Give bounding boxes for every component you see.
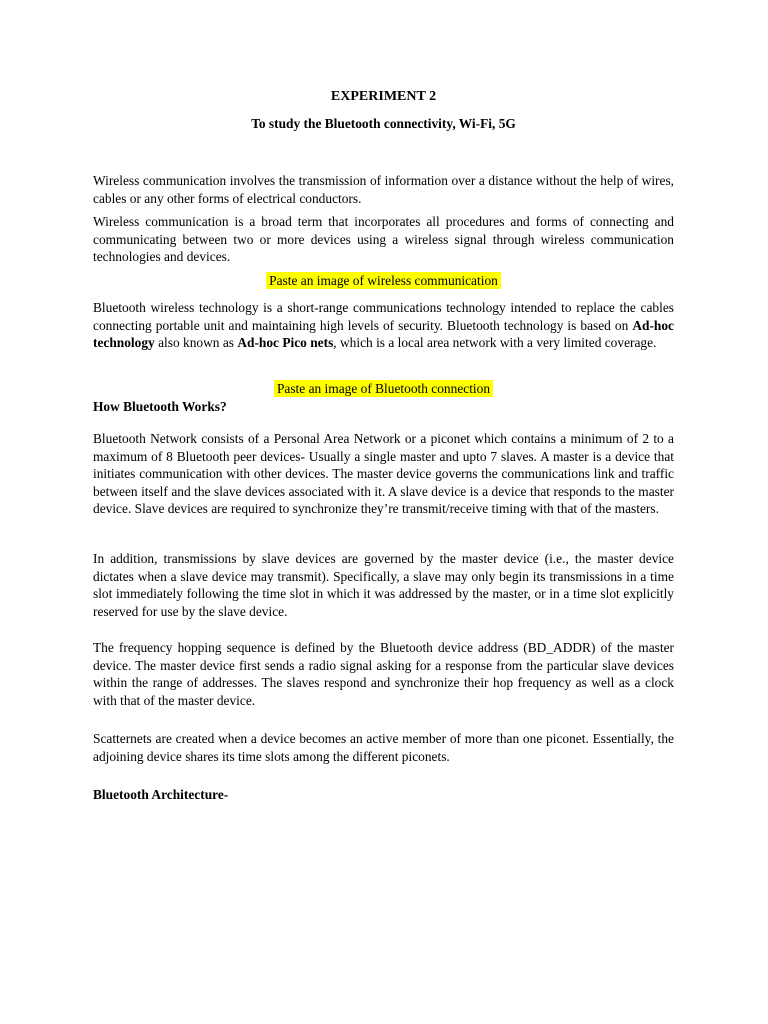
paragraph-slave-transmissions: In addition, transmissions by slave devices are governed by the master device (i.e., the master device dictates when a slave device may transmit). Specifically, a slave may only begin its transmissions in a time slot immediately following the time slot in which it was addressed by the master, or in a time slot explicitly reserved for use by the slave device. — [93, 551, 674, 619]
paragraph-bluetooth-network: Bluetooth Network consists of a Personal Area Network or a piconet which contains a minimum of 2 to a maximum of 8 Bluetooth peer devices- Usually a single master and upto 7 slaves. A master is a device that initiates communication with other devices. The master device governs the communications link and traffic between itself and the slave devices associated with it. A slave device is a device that responds to the master device. Slave devices are required to synchronize they’re transmit/receive timing with that of the masters. — [93, 431, 674, 517]
image-placeholder-wireless — [93, 272, 674, 290]
paragraph-frequency-hopping: The frequency hopping sequence is defined by the Bluetooth device address (BD_ADDR) of the master device. The master device first sends a radio signal asking for a response from the particular slave devices within the range of addresses. The slaves respond and synchronize their hop frequency as well as a clock with that of the master device. — [93, 640, 674, 708]
paragraph-bluetooth-intro — [93, 299, 674, 352]
bluetooth-intro-text-3: , which is a local area network with a very limited coverage. — [333, 335, 657, 351]
highlighted-placeholder-text: Paste an image of Bluetooth connection — [274, 380, 493, 397]
bluetooth-intro-bold-adhoc-technology: Ad-hoc technology — [93, 317, 674, 351]
paragraph-scatternets: Scatternets are created when a device becomes an active member of more than one piconet. Essentially, the adjoining device shares its time slots among the different piconets. — [93, 731, 674, 764]
image-placeholder-bluetooth — [93, 380, 674, 398]
heading-how-bluetooth-works: How Bluetooth Works? — [93, 399, 227, 414]
highlighted-placeholder-text: Paste an image of wireless communication — [266, 272, 501, 289]
paragraph-wireless-definition: Wireless communication involves the transmission of information over a distance without the help of wires, cables or any other forms of electrical conductors. — [93, 173, 674, 206]
heading-bluetooth-architecture: Bluetooth Architecture- — [93, 787, 229, 802]
bluetooth-intro-bold-adhoc-piconets: Ad-hoc Pico nets — [237, 335, 334, 351]
bluetooth-intro-text-2: also known as — [154, 335, 238, 351]
paragraph-wireless-broad-term: Wireless communication is a broad term that incorporates all procedures and forms of connecting and communicating between two or more devices using a wireless signal through wireless communication technologies and devices. — [93, 214, 674, 265]
experiment-subtitle: To study the Bluetooth connectivity, Wi-Fi, 5G — [251, 116, 516, 131]
experiment-title: EXPERIMENT 2 — [330, 89, 437, 104]
bluetooth-intro-text-1: Bluetooth wireless technology is a short-range communications technology intended to replace the cables connecting portable unit and maintaining high levels of security. Bluetooth technology is based on — [93, 300, 674, 333]
